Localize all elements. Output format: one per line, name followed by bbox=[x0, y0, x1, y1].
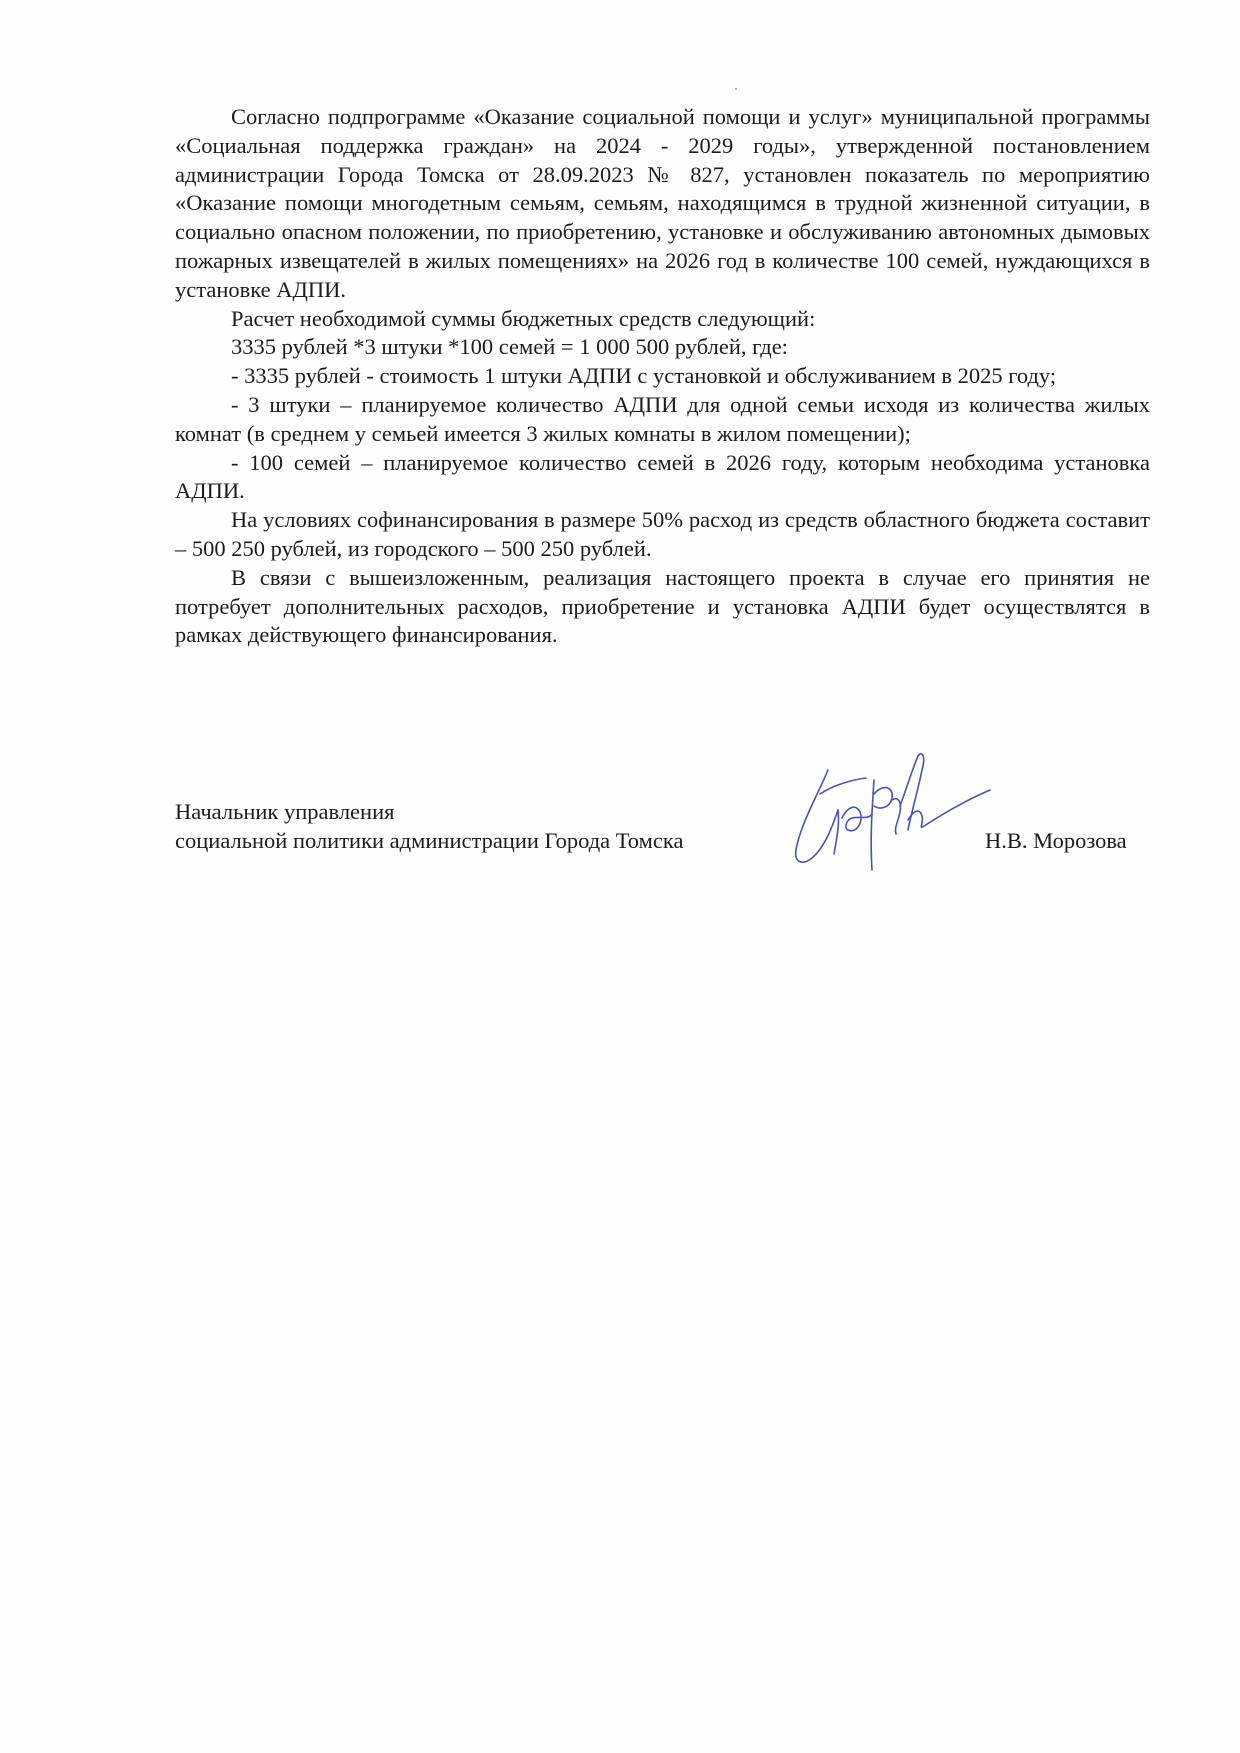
signatory-title-line-2: социальной политики администрации Города Томска bbox=[175, 827, 684, 853]
paragraph-quantity: - 3 штуки – планируемое количество АДПИ для одной семьи исходя из количества жилых комнат (в среднем у семьей имеется 3 жилых комнаты в жилом помещении); bbox=[175, 391, 1150, 446]
handwritten-signature bbox=[790, 750, 1020, 880]
paragraph-calculation-intro: Расчет необходимой суммы бюджетных средств следующий: bbox=[231, 305, 816, 331]
paragraph-families: - 100 семей – планируемое количество семей в 2026 году, которым необходима установка АДПИ. bbox=[175, 449, 1150, 504]
signatory-title-line-1: Начальник управления bbox=[175, 799, 395, 824]
paragraph-formula: 3335 рублей *3 штуки *100 семей = 1 000 500 рублей, где: bbox=[231, 334, 788, 360]
paragraph-conclusion: В связи с вышеизложенным, реализация настоящего проекта в случае его принятия не потребует дополнительных расходов, приобретение и установка АДПИ будет осуществлятся в рамках действующего финансирования. bbox=[175, 564, 1150, 648]
paragraph-program: Согласно подпрограмме «Оказание социальной помощи и услуг» муниципальной программы «Социальная поддержка граждан» на 2024 - 2029 годы», утвержденной постановлением администрации Города Томска от 28.09.2023 № 827, установлен показатель по мероприятию «Оказание помощи многодетным семьям, семьям, находящимся в трудной жизненной ситуации, в социально опасном положении, по приобретению, установке и обслуживанию автономных дымовых пожарных извещателей в жилых помещениях» на 2026 год в количестве 100 семей, нуждающихся в установке АДПИ. bbox=[175, 104, 1150, 302]
signatory-name: Н.В. Морозова bbox=[985, 827, 1127, 853]
paragraph-unit-cost: - 3335 рублей - стоимость 1 штуки АДПИ с установкой и обслуживанием в 2025 году; bbox=[231, 363, 1057, 389]
signatory-title bbox=[175, 798, 683, 856]
document-body bbox=[175, 103, 1150, 650]
scan-speck bbox=[735, 88, 737, 90]
paragraph-cofinancing: На условиях софинансирования в размере 50% расход из средств областного бюджета составит – 500 250 рублей, из городского – 500 250 рублей. bbox=[175, 507, 1150, 561]
